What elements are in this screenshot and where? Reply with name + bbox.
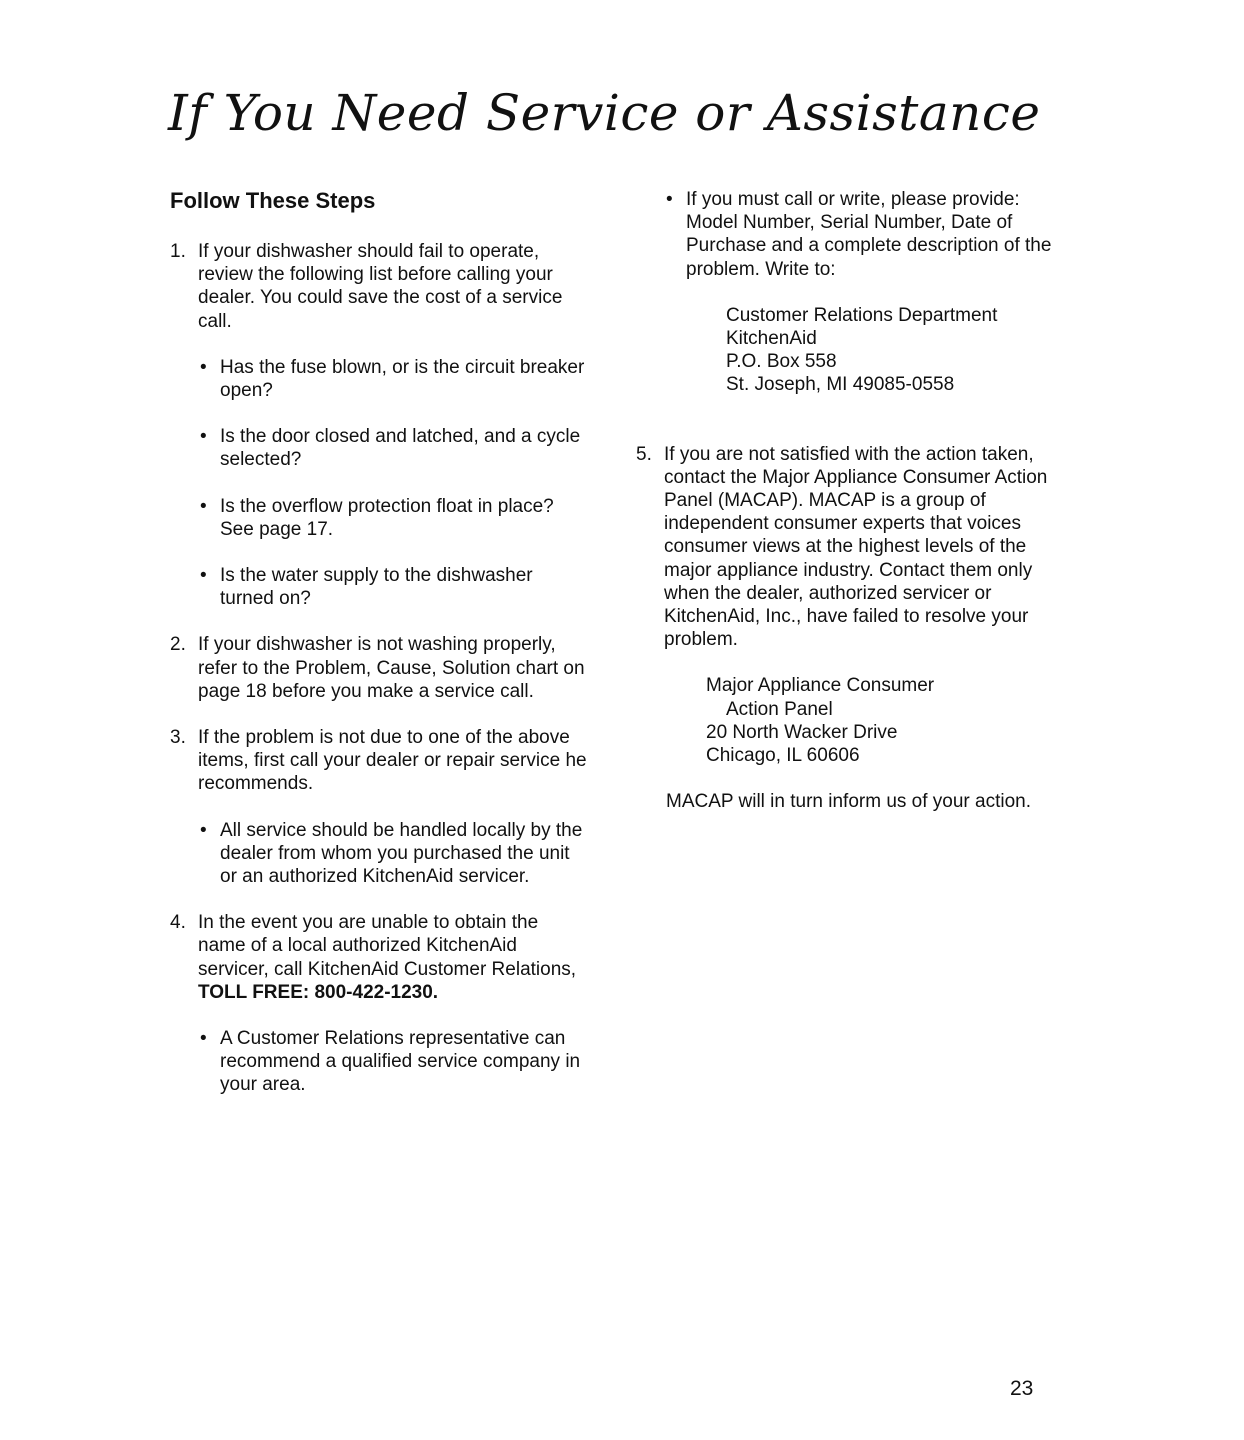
contact-info-note (636, 188, 1056, 281)
step-1 (170, 240, 590, 333)
checklist-item (170, 356, 590, 402)
step-text: If the problem is not due to one of the above items, first call your dealer or repair service he recommends. (198, 727, 587, 795)
bullet-icon: • (200, 1028, 207, 1050)
left-column (170, 186, 590, 1120)
bullet-icon: • (666, 189, 673, 210)
step-text: In the event you are unable to obtain the name of a local authorized KitchenAid servicer, call KitchenAid Customer Relations, (198, 912, 577, 980)
step-number: 5. (636, 443, 652, 465)
checklist-item (170, 495, 590, 541)
address-line: Customer Relations Department (726, 304, 998, 326)
page-title: If You Need Service or Assistance (168, 84, 1041, 142)
step-5 (636, 443, 1056, 652)
note-text: If you must call or write, please provide: Model Number, Serial Number, Date of Purchase and a complete description of the problem. Write to: (686, 189, 1052, 280)
right-column (636, 188, 1056, 813)
address-line: St. Joseph, MI 49085-0558 (726, 374, 955, 396)
bullet-icon: • (200, 495, 207, 517)
customer-relations-address (636, 304, 1056, 397)
checklist-text: Is the overflow protection float in place? See page 17. (220, 495, 554, 540)
note-text: All service should be handled locally by the dealer from whom you purchased the unit or an authorized KitchenAid servicer. (220, 819, 583, 888)
closing-paragraph: MACAP will in turn inform us of your action. (666, 791, 1032, 813)
address-line: Major Appliance Consumer (706, 675, 935, 697)
bullet-icon: • (200, 819, 207, 841)
page-number: 23 (1010, 1377, 1034, 1400)
step-3 (170, 726, 590, 796)
address-line: Action Panel (726, 698, 833, 720)
bullet-icon: • (200, 426, 207, 448)
checklist-item (170, 425, 590, 471)
step-text: If your dishwasher is not washing properly, refer to the Problem, Cause, Solution chart on page 18 before you make a service call. (198, 634, 585, 702)
address-line: KitchenAid (726, 328, 817, 350)
address-line: 20 North Wacker Drive (706, 721, 898, 743)
checklist-text: Has the fuse blown, or is the circuit breaker open? (220, 356, 585, 402)
address-line: P.O. Box 558 (726, 351, 837, 373)
step-number: 4. (170, 912, 186, 934)
step-number: 3. (170, 727, 186, 749)
step-2 (170, 633, 590, 703)
step-number: 2. (170, 634, 186, 656)
checklist-item (170, 564, 590, 610)
bullet-icon: • (200, 565, 207, 587)
checklist-text: Is the door closed and latched, and a cycle selected? (220, 426, 581, 471)
note-text: A Customer Relations representative can recommend a qualified service company in your area. (220, 1028, 581, 1096)
address-line: Chicago, IL 60606 (706, 745, 860, 767)
macap-address (636, 674, 1056, 767)
section-heading: Follow These Steps (170, 188, 376, 213)
step-number: 1. (170, 241, 186, 262)
step-4 (170, 911, 590, 1004)
step-text: If you are not satisfied with the action taken, contact the Major Appliance Consumer Action Panel (MACAP). MACAP is a group of independent consumer experts that voices consumer views at the highest levels of the major appliance industry. Contact them only when the dealer, authorized servicer or KitchenAid, Inc., have failed to resolve your problem. (664, 443, 1048, 651)
bullet-icon: • (200, 356, 207, 378)
step-text: If your dishwasher should fail to operate, review the following list before calling your dealer. You could save the cost of a service call. (198, 241, 563, 332)
toll-free-number: TOLL FREE: 800-422-1230. (198, 981, 439, 1003)
step-3-note (170, 819, 590, 889)
step-4-note (170, 1027, 590, 1097)
checklist-text: Is the water supply to the dishwasher turned on? (220, 565, 533, 610)
